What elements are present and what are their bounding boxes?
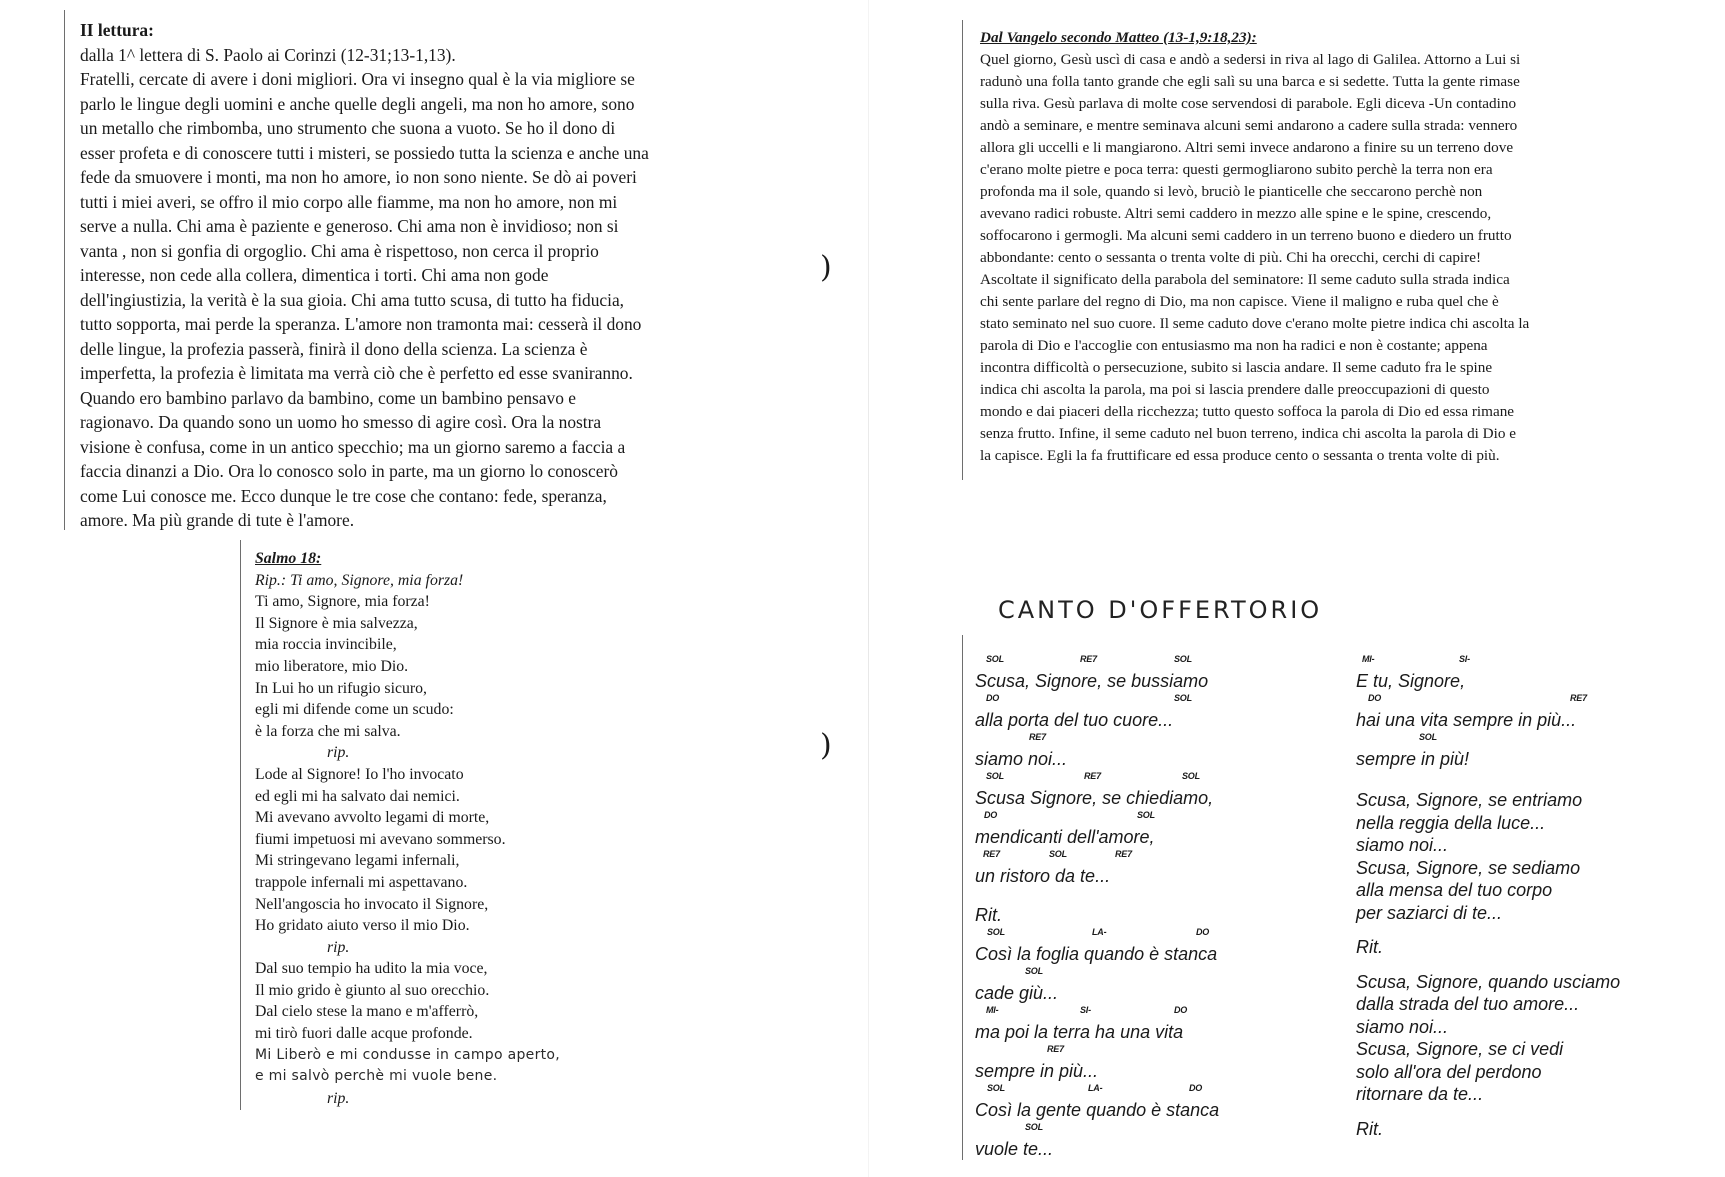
lettura-section	[80, 18, 788, 533]
chord-label: SOL	[1174, 693, 1192, 703]
canto-row	[975, 890, 1315, 929]
canto-line: E tu, Signore,	[1356, 671, 1466, 691]
canto-row	[975, 656, 1315, 695]
lettura-line: visione è confusa, come in un antico specchio; ma un giorno saremo a faccia a	[80, 436, 626, 457]
chord-label: RE7	[1029, 732, 1046, 742]
chord-label: SOL	[986, 771, 1004, 781]
canto-line: ritornare da te...	[1356, 1084, 1484, 1104]
canto-line: alla mensa del tuo corpo	[1356, 880, 1553, 900]
lettura-source: dalla 1^ lettera di S. Paolo ai Corinzi (12-31;13-1,13).	[80, 44, 456, 65]
chord-label: RE7	[1084, 771, 1101, 781]
vangelo-line: mondo e dai piaceri della ricchezza; tutto questo soffoca la parola di Dio ed essa rimane	[980, 403, 1515, 420]
lettura-line: interesse, non cede alla collera, dimentica i torti. Chi ama non gode	[80, 265, 549, 285]
chord-label: MI-	[986, 1005, 999, 1015]
salmo-refrain: Rip.: Ti amo, Signore, mia forza!	[255, 571, 464, 589]
spacer	[1356, 1106, 1686, 1118]
vangelo-section	[980, 27, 1670, 467]
salmo-line: In Lui ho un rifugio sicuro,	[255, 679, 427, 697]
salmo-line: egli mi difende come un scudo:	[255, 701, 454, 719]
chord-label: DO	[1189, 1083, 1203, 1093]
salmo-line: trappole infernali mi aspettavano.	[255, 873, 468, 891]
left-scan-edge	[64, 10, 65, 530]
salmo-line: mio liberatore, mio Dio.	[255, 657, 409, 675]
chord-label: SOL	[1049, 849, 1067, 859]
vangelo-heading: Dal Vangelo secondo Matteo (13-1,9:18,23):	[980, 29, 1257, 46]
binder-hole: )	[820, 250, 832, 285]
canto-row	[975, 812, 1315, 851]
chord-label: SOL	[987, 1083, 1005, 1093]
vangelo-line: soffocarono i germogli. Ma alcuni semi caddero in un terreno buono e diedero un frutto	[980, 227, 1512, 244]
salmo-section	[255, 548, 635, 1109]
chord-label: LA-	[1092, 927, 1107, 937]
canto-row	[975, 851, 1315, 890]
lettura-line: tutto sopporta, mai perde la speranza. L'amore non tramonta mai: cesserà il dono	[80, 314, 642, 334]
canto-row	[975, 773, 1315, 812]
chord-label: RE7	[1570, 693, 1587, 703]
canto-line: cade giù...	[975, 983, 1059, 1003]
lettura-line: amore. Ma più grande di tute è l'amore.	[80, 510, 355, 530]
canto-line: siamo noi...	[1356, 1016, 1449, 1037]
salmo-line: Lode al Signore! Io l'ho invocato	[255, 765, 464, 783]
canto-row	[975, 1124, 1315, 1163]
vangelo-line: Quel giorno, Gesù uscì di casa e andò a sedersi in riva al lago di Galilea. Attorno a Lui si	[980, 51, 1521, 68]
vangelo-line: abbondante: cento o sessanta o trenta volte di più. Chi ha orecchi, cerchi di capire!	[980, 249, 1482, 266]
salmo-line: mi tirò fuori dalle acque profonde.	[255, 1025, 473, 1043]
canto-row	[975, 1085, 1315, 1124]
canto-line: hai una vita sempre in più...	[1356, 710, 1577, 730]
chord-label: MI-	[1362, 654, 1375, 664]
salmo-line: Dal suo tempio ha udito la mia voce,	[255, 960, 488, 978]
chord-label: SOL	[987, 927, 1005, 937]
chord-label: RE7	[1047, 1044, 1064, 1054]
canto-line: Rit.	[975, 905, 1002, 925]
salmo-scan-edge	[240, 540, 241, 1110]
canto-line: mendicanti dell'amore,	[975, 827, 1155, 847]
canto-row	[975, 968, 1315, 1007]
canto-line: Scusa Signore, se chiediamo,	[975, 788, 1214, 808]
canto-line: Scusa, Signore, quando usciamo	[1356, 971, 1621, 992]
lettura-line: Quando ero bambino parlavo da bambino, come un bambino pensavo e	[80, 387, 576, 408]
canto-line: vuole te...	[975, 1139, 1054, 1159]
canto-rit: Rit.	[1356, 1118, 1383, 1139]
salmo-title: Salmo 18:	[255, 550, 322, 567]
canto-title: CANTO D'OFFERTORIO	[998, 596, 1323, 624]
chord-label: SI-	[1459, 654, 1470, 664]
vangelo-line: allora gli uccelli e li mangiarono. Altri semi invece andarono a finire su un terreno dove	[980, 139, 1514, 156]
lettura-line: tutti i miei averi, se offro il mio corpo alle fiamme, ma non ho amore, non mi	[80, 191, 618, 212]
canto-line: Così la foglia quando è stanca	[975, 944, 1218, 964]
canto-rit: Rit.	[1356, 937, 1383, 957]
salmo-line: Il Signore è mia salvezza,	[255, 614, 418, 632]
canto-line: siamo noi...	[975, 749, 1068, 769]
spacer	[1356, 924, 1686, 936]
lettura-line: fede da smuovere i monti, ma non ho amore, io non sono niente. Se dò ai poveri	[80, 167, 637, 187]
salmo-line: Nell'angoscia ho invocato il Signore,	[255, 895, 489, 913]
vangelo-line: Ascoltate il significato della parabola del seminatore: Il seme caduto sulla strada indica	[980, 271, 1510, 288]
canto-row	[975, 929, 1315, 968]
vangelo-line: andò a seminare, e mentre seminava alcuni semi andarono a cadere sulla strada: vennero	[980, 117, 1518, 134]
salmo-line: Dal cielo stese la mano e m'afferrò,	[255, 1003, 479, 1021]
vangelo-line: incontra difficoltà o persecuzione, subito si lascia andare. Il seme caduto fra le spine	[980, 359, 1493, 376]
canto-line: Scusa, Signore, se bussiamo	[975, 671, 1209, 691]
vangelo-line: senza frutto. Infine, il seme caduto nel buon terreno, indica chi ascolta la parola di Dio e	[980, 425, 1517, 442]
salmo-line: Mi stringevano legami infernali,	[255, 852, 460, 870]
lettura-line: imperfetta, la profezia è limitata ma verrà ciò che è perfetto ed esse svaniranno.	[80, 363, 633, 383]
lettura-line: faccia dinanzi a Dio. Ora lo conosco solo in parte, ma un giorno lo conoscerò	[80, 461, 618, 481]
vangelo-scan-edge	[962, 20, 963, 480]
chord-label: RE7	[1115, 849, 1132, 859]
chord-label: DO	[986, 693, 1000, 703]
canto-line: dalla strada del tuo amore...	[1356, 994, 1580, 1014]
chord-label: SOL	[1025, 966, 1043, 976]
lettura-line: dell'ingiustizia, la verità è la sua gioia. Chi ama tutto scusa, di tutto ha fiducia,	[80, 289, 625, 310]
canto-right-chorded	[1356, 656, 1686, 773]
lettura-line: un metallo che rimbomba, uno strumento che suona a vuoto. Se ho il dono di	[80, 118, 616, 138]
page-fold	[868, 0, 869, 1177]
lettura-line: come Lui conosce me. Ecco dunque le tre cose che contano: fede, speranza,	[80, 485, 607, 506]
canto-line: sempre in più!	[1356, 749, 1470, 769]
canto-line: solo all'ora del perdono	[1356, 1061, 1542, 1082]
lettura-line: esser profeta e di conoscere tutti i misteri, se possiedo tutta la scienza e anche una	[80, 142, 649, 163]
salmo-line: ed egli mi ha salvato dai nemici.	[255, 787, 460, 805]
chord-label: DO	[1196, 927, 1210, 937]
salmo-rip: rip.	[327, 938, 350, 956]
chord-label: SOL	[1419, 732, 1437, 742]
chord-label: SOL	[1137, 810, 1155, 820]
canto-line: Così la gente quando è stanca	[975, 1100, 1220, 1120]
vangelo-line: avevano radici robuste. Altri semi caddero in mezzo alle spine e le spine, crescendo,	[980, 205, 1492, 222]
lettura-line: vanta , non si gonfia di orgoglio. Chi ama è rispettoso, non cerca il proprio	[80, 240, 599, 261]
canto-row	[975, 695, 1315, 734]
chord-label: SOL	[1182, 771, 1200, 781]
canto-line: Scusa, Signore, se entriamo	[1356, 790, 1583, 810]
lettura-line: serve a nulla. Chi ama è paziente e generoso. Chi ama non è invidioso; non si	[80, 216, 619, 236]
canto-row	[1356, 734, 1686, 773]
salmo-line: è la forza che mi salva.	[255, 722, 401, 740]
canto-line: siamo noi...	[1356, 835, 1449, 855]
canto-line: un ristoro da te...	[975, 866, 1111, 886]
canto-line: per saziarci di te...	[1356, 902, 1503, 923]
lettura-line: delle lingue, la profezia passerà, finirà il dono della scienza. La scienza è	[80, 338, 588, 359]
salmo-line: Il mio grido è giunto al suo orecchio.	[255, 981, 490, 999]
vangelo-line: radunò una folla tanto grande che egli salì su una barca e si sedette. Tutta la gente rimase	[980, 73, 1520, 90]
canto-row	[975, 1007, 1315, 1046]
canto-row	[975, 734, 1315, 773]
canto-right-column	[1356, 656, 1686, 1140]
spacer	[1356, 773, 1686, 789]
lettura-heading: II lettura:	[80, 20, 154, 40]
vangelo-line: sulla riva. Gesù parlava di molte cose servendosi di parabole. Egli diceva -Un contadino	[980, 95, 1517, 112]
canto-line: ma poi la terra ha una vita	[975, 1022, 1184, 1042]
salmo-line: Ho gridato aiuto verso il mio Dio.	[255, 917, 470, 935]
vangelo-line: la capisce. Egli la fa fruttificare ed essa produce cento o sessanta o trenta volte di più.	[980, 447, 1500, 464]
salmo-line: Ti amo, Signore, mia forza!	[255, 593, 430, 611]
canto-line: sempre in più...	[975, 1061, 1099, 1081]
vangelo-line: stato seminato nel suo cuore. Il seme caduto dove c'erano molte pietre indica chi ascolta la	[980, 315, 1530, 332]
chord-label: LA-	[1088, 1083, 1103, 1093]
canto-row	[1356, 695, 1686, 734]
canto-line: Scusa, Signore, se ci vedi	[1356, 1039, 1564, 1059]
chord-label: DO	[1174, 1005, 1188, 1015]
chord-label: RE7	[1080, 654, 1097, 664]
vangelo-line: parola di Dio e l'accoglie con entusiasmo ma non ha radici e non è costante; appena	[980, 337, 1488, 354]
chord-label: RE7	[983, 849, 1000, 859]
salmo-line: fiumi impetuosi mi avevano sommerso.	[255, 830, 506, 848]
salmo-handwritten-line: Mi Liberò e mi condusse in campo aperto,	[255, 1046, 561, 1063]
canto-line: Scusa, Signore, se sediamo	[1356, 857, 1581, 878]
chord-label: SOL	[1174, 654, 1192, 664]
lettura-line: Fratelli, cercate di avere i doni migliori. Ora vi insegno qual è la via migliore se	[80, 69, 635, 89]
vangelo-line: indica chi ascolta la parola, ma poi si lascia prendere dalle preoccupazioni di questo	[980, 381, 1490, 398]
vangelo-line: profonda ma il sole, quando si levò, bruciò le pianticelle che seccarono perchè non	[980, 183, 1483, 200]
lettura-line: parlo le lingue degli uomini e anche quelle degli angeli, ma non ho amore, sono	[80, 93, 635, 114]
binder-hole: )	[820, 728, 832, 763]
chord-label: SOL	[986, 654, 1004, 664]
salmo-rip: rip.	[327, 744, 350, 762]
spacer	[1356, 959, 1686, 971]
chord-label: DO	[984, 810, 998, 820]
salmo-handwritten-line: e mi salvò perchè mi vuole bene.	[255, 1068, 498, 1085]
canto-line: alla porta del tuo cuore...	[975, 710, 1174, 730]
chord-label: SI-	[1080, 1005, 1091, 1015]
salmo-line: Mi avevano avvolto legami di morte,	[255, 809, 490, 827]
canto-left-column	[975, 656, 1315, 1163]
chord-label: DO	[1368, 693, 1382, 703]
canto-line: nella reggia della luce...	[1356, 812, 1546, 833]
lettura-line: ragionavo. Da quando sono un uomo ho smesso di agire così. Ora la nostra	[80, 412, 602, 432]
canto-scan-edge	[962, 635, 963, 1160]
canto-row	[1356, 656, 1686, 695]
vangelo-line: chi sente parlare del regno di Dio, ma non capisce. Viene il maligno e ruba quel che è	[980, 293, 1499, 310]
salmo-rip: rip.	[327, 1089, 350, 1107]
canto-row	[975, 1046, 1315, 1085]
chord-label: SOL	[1025, 1122, 1043, 1132]
salmo-line: mia roccia invincibile,	[255, 636, 397, 654]
vangelo-line: c'erano molte pietre e poca terra: questi germogliarono subito perchè la terra non era	[980, 161, 1493, 178]
